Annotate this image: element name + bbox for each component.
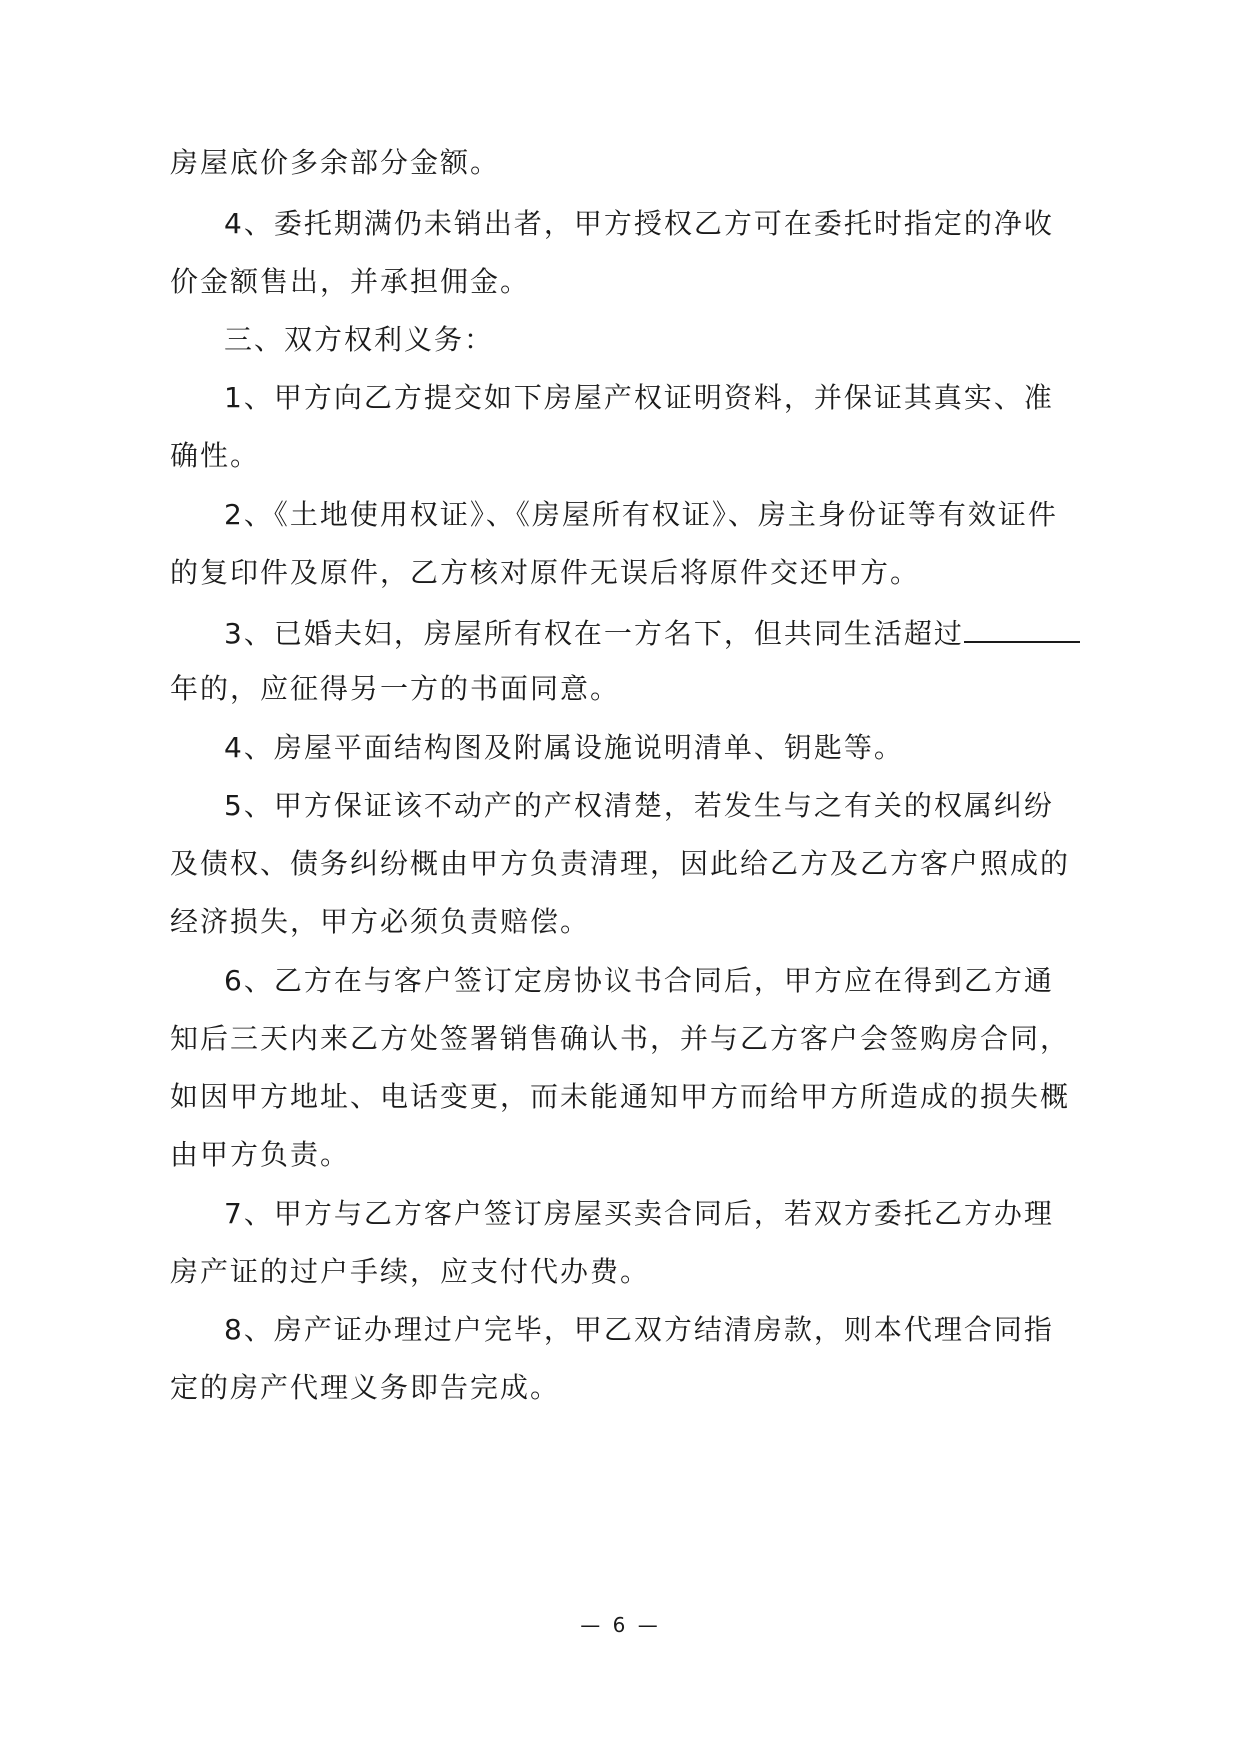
text-line: 2、《土地使用权证》、《房屋所有权证》、房主身份证等有效证件: [224, 498, 1058, 531]
text-line: 房产证的过户手续，应支付代办费。: [170, 1255, 651, 1288]
page-number: — 6 —: [580, 1613, 661, 1637]
text-line: 8、房产证办理过户完毕，甲乙双方结清房款，则本代理合同指: [224, 1313, 1054, 1346]
text-line: 知后三天内来乙方处签署销售确认书，并与乙方客户会签购房合同，: [170, 1022, 1071, 1055]
text-line: 确性。: [170, 439, 261, 472]
text-line: 4、委托期满仍未销出者，甲方授权乙方可在委托时指定的净收: [224, 207, 1054, 240]
text-line: 4、房屋平面结构图及附属设施说明清单、钥匙等。: [224, 731, 904, 764]
text-line: 如因甲方地址、电话变更，而未能通知甲方而给甲方所造成的损失概: [170, 1080, 1071, 1113]
text-line: 经济损失，甲方必须负责赔偿。: [170, 905, 591, 938]
text-line: 由甲方负责。: [170, 1138, 351, 1171]
text-line: 房屋底价多余部分金额。: [170, 146, 501, 179]
text-line: 定的房产代理义务即告完成。: [170, 1371, 561, 1404]
text-line: 的复印件及原件，乙方核对原件无误后将原件交还甲方。: [170, 556, 921, 589]
text-line: 及债权、债务纠纷概由甲方负责清理，因此给乙方及乙方客户照成的: [170, 847, 1071, 880]
section-heading: 三、双方权利义务：: [224, 323, 495, 356]
text-line: 1、甲方向乙方提交如下房屋产权证明资料，并保证其真实、准: [224, 381, 1054, 414]
text-line: 价金额售出，并承担佣金。: [170, 265, 531, 298]
fill-in-blank: [964, 611, 1080, 643]
text-line: 年的，应征得另一方的书面同意。: [170, 672, 621, 705]
text-line: 7、甲方与乙方客户签订房屋买卖合同后，若双方委托乙方办理: [224, 1197, 1054, 1230]
text-line: 5、甲方保证该不动产的产权清楚，若发生与之有关的权属纠纷: [224, 789, 1054, 822]
text-line: 6、乙方在与客户签订定房协议书合同后，甲方应在得到乙方通: [224, 964, 1054, 997]
text-line: 3、已婚夫妇，房屋所有权在一方名下，但共同生活超过: [0, 611, 1241, 654]
